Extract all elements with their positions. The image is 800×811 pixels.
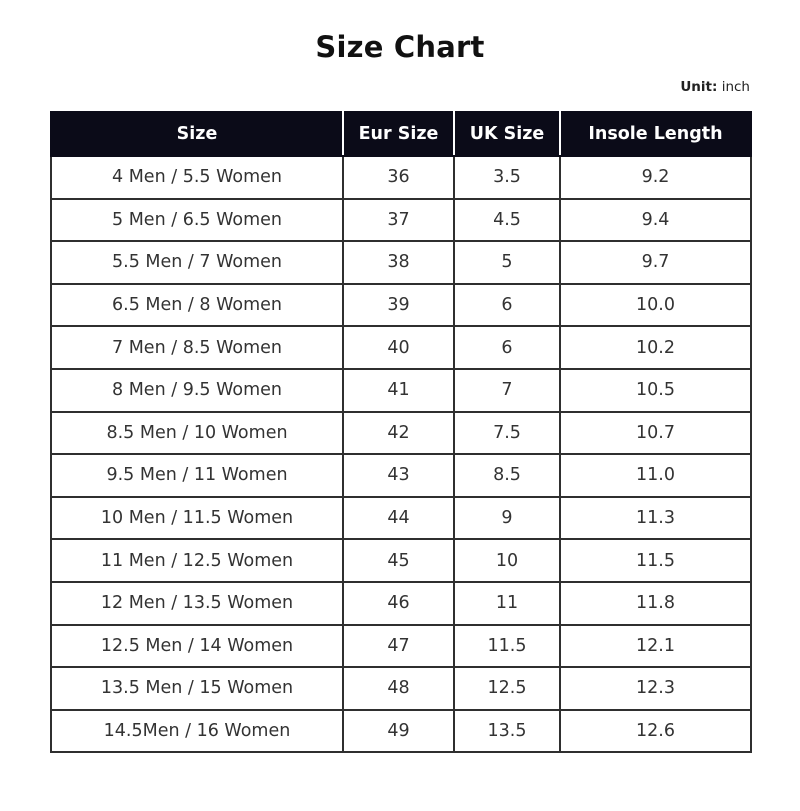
cell-insole-length: 12.3 — [560, 667, 751, 710]
table-row — [51, 326, 751, 369]
header-eur-size: Eur Size — [343, 112, 454, 156]
cell-uk-size: 12.5 — [454, 667, 560, 710]
header-uk-size: UK Size — [454, 112, 560, 156]
cell-insole-length: 12.6 — [560, 710, 751, 753]
table-row — [51, 284, 751, 327]
cell-uk-size: 3.5 — [454, 156, 560, 199]
cell-eur-size: 42 — [343, 412, 454, 455]
cell-size: 8 Men / 9.5 Women — [51, 369, 343, 412]
cell-insole-length: 9.2 — [560, 156, 751, 199]
table-row — [51, 667, 751, 710]
cell-uk-size: 11 — [454, 582, 560, 625]
cell-insole-length: 9.7 — [560, 241, 751, 284]
table-row — [51, 625, 751, 668]
cell-eur-size: 47 — [343, 625, 454, 668]
cell-size: 13.5 Men / 15 Women — [51, 667, 343, 710]
cell-size: 4 Men / 5.5 Women — [51, 156, 343, 199]
cell-uk-size: 6 — [454, 284, 560, 327]
cell-eur-size: 45 — [343, 539, 454, 582]
unit-value: inch — [721, 79, 750, 95]
cell-size: 12 Men / 13.5 Women — [51, 582, 343, 625]
table-row — [51, 497, 751, 540]
table-row — [51, 241, 751, 284]
cell-insole-length: 10.5 — [560, 369, 751, 412]
size-chart-table — [50, 111, 752, 753]
cell-insole-length: 11.5 — [560, 539, 751, 582]
cell-size: 8.5 Men / 10 Women — [51, 412, 343, 455]
table-row — [51, 369, 751, 412]
cell-eur-size: 44 — [343, 497, 454, 540]
cell-insole-length: 10.0 — [560, 284, 751, 327]
cell-uk-size: 10 — [454, 539, 560, 582]
cell-insole-length: 12.1 — [560, 625, 751, 668]
table-row — [51, 582, 751, 625]
cell-eur-size: 46 — [343, 582, 454, 625]
cell-size: 11 Men / 12.5 Women — [51, 539, 343, 582]
table-header — [51, 112, 751, 156]
cell-size: 9.5 Men / 11 Women — [51, 454, 343, 497]
cell-eur-size: 41 — [343, 369, 454, 412]
cell-size: 5 Men / 6.5 Women — [51, 199, 343, 242]
cell-uk-size: 5 — [454, 241, 560, 284]
cell-uk-size: 9 — [454, 497, 560, 540]
cell-size: 12.5 Men / 14 Women — [51, 625, 343, 668]
cell-eur-size: 36 — [343, 156, 454, 199]
cell-eur-size: 39 — [343, 284, 454, 327]
table-row — [51, 710, 751, 753]
cell-insole-length: 11.8 — [560, 582, 751, 625]
cell-insole-length: 10.2 — [560, 326, 751, 369]
cell-insole-length: 11.0 — [560, 454, 751, 497]
table-row — [51, 454, 751, 497]
table-row — [51, 412, 751, 455]
cell-eur-size: 37 — [343, 199, 454, 242]
cell-size: 5.5 Men / 7 Women — [51, 241, 343, 284]
page-title: Size Chart — [315, 30, 485, 64]
cell-size: 14.5Men / 16 Women — [51, 710, 343, 753]
cell-uk-size: 7.5 — [454, 412, 560, 455]
cell-eur-size: 43 — [343, 454, 454, 497]
cell-eur-size: 49 — [343, 710, 454, 753]
cell-eur-size: 38 — [343, 241, 454, 284]
cell-uk-size: 13.5 — [454, 710, 560, 753]
table-row — [51, 539, 751, 582]
header-insole-length: Insole Length — [560, 112, 751, 156]
cell-eur-size: 48 — [343, 667, 454, 710]
cell-insole-length: 11.3 — [560, 497, 751, 540]
header-size: Size — [51, 112, 343, 156]
cell-size: 7 Men / 8.5 Women — [51, 326, 343, 369]
table-row — [51, 156, 751, 199]
unit-note — [680, 79, 750, 95]
cell-uk-size: 7 — [454, 369, 560, 412]
cell-insole-length: 9.4 — [560, 199, 751, 242]
header-row — [51, 112, 751, 156]
table-row — [51, 199, 751, 242]
unit-label: Unit: — [680, 79, 718, 95]
table-body — [51, 156, 751, 752]
cell-uk-size: 4.5 — [454, 199, 560, 242]
cell-insole-length: 10.7 — [560, 412, 751, 455]
cell-uk-size: 11.5 — [454, 625, 560, 668]
cell-size: 6.5 Men / 8 Women — [51, 284, 343, 327]
cell-uk-size: 6 — [454, 326, 560, 369]
cell-uk-size: 8.5 — [454, 454, 560, 497]
cell-size: 10 Men / 11.5 Women — [51, 497, 343, 540]
cell-eur-size: 40 — [343, 326, 454, 369]
